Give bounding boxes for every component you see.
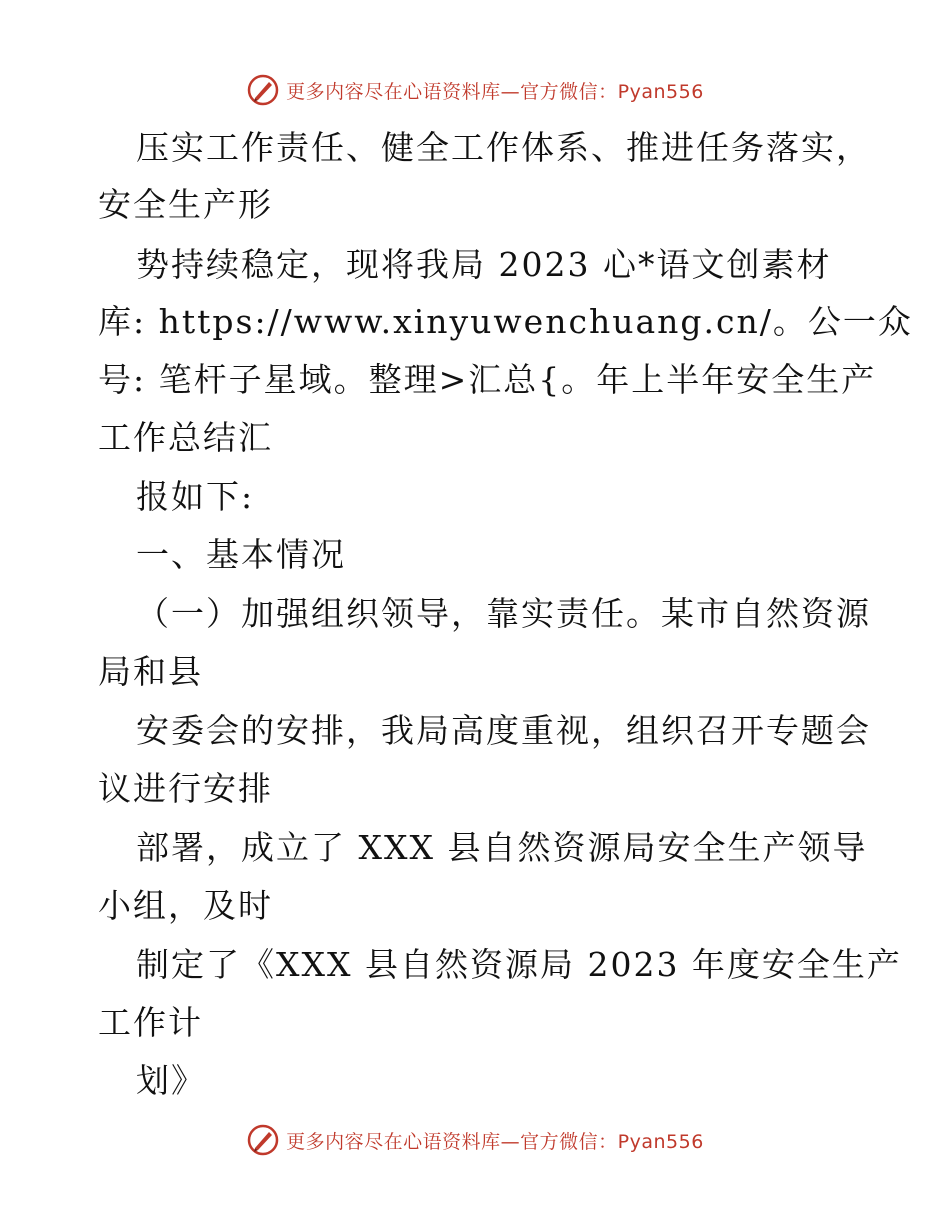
body-line: 小组，及时 bbox=[98, 886, 273, 925]
body-line: 划》 bbox=[136, 1061, 206, 1100]
header-banner-text: 更多内容尽在心语资料库—官方微信：Pyan556 bbox=[286, 80, 704, 103]
body-line: 工作计 bbox=[98, 1003, 203, 1042]
body-line: 压实工作责任、健全工作体系、推进任务落实， bbox=[136, 128, 871, 167]
body-line: 安委会的安排，我局高度重视，组织召开专题会 bbox=[136, 711, 871, 750]
section-heading: 一、基本情况 bbox=[136, 535, 346, 574]
pen-logo-icon bbox=[246, 1123, 280, 1157]
body-line: 报如下: bbox=[136, 477, 255, 516]
body-line: 部署，成立了 XXX 县自然资源局安全生产领导 bbox=[136, 828, 868, 867]
subsection-heading: （一）加强组织领导，靠实责任。某市自然资源 bbox=[136, 594, 871, 633]
body-line: 安全生产形 bbox=[98, 185, 273, 224]
body-line: 制定了《XXX 县自然资源局 2023 年度安全生产 bbox=[136, 945, 902, 984]
body-line: 库: https://www.xinyuwenchuang.cn/。公一众 bbox=[98, 302, 913, 341]
body-line: 工作总结汇 bbox=[98, 418, 273, 457]
body-line: 号: 笔杆子星域。整理>汇总{。年上半年安全生产 bbox=[98, 360, 877, 399]
footer-banner bbox=[0, 1120, 950, 1160]
footer-banner-text: 更多内容尽在心语资料库—官方微信：Pyan556 bbox=[286, 1130, 704, 1153]
body-line: 议进行安排 bbox=[98, 769, 273, 808]
body-line: 局和县 bbox=[98, 652, 203, 691]
body-line: 势持续稳定，现将我局 2023 心*语文创素材 bbox=[136, 245, 832, 284]
